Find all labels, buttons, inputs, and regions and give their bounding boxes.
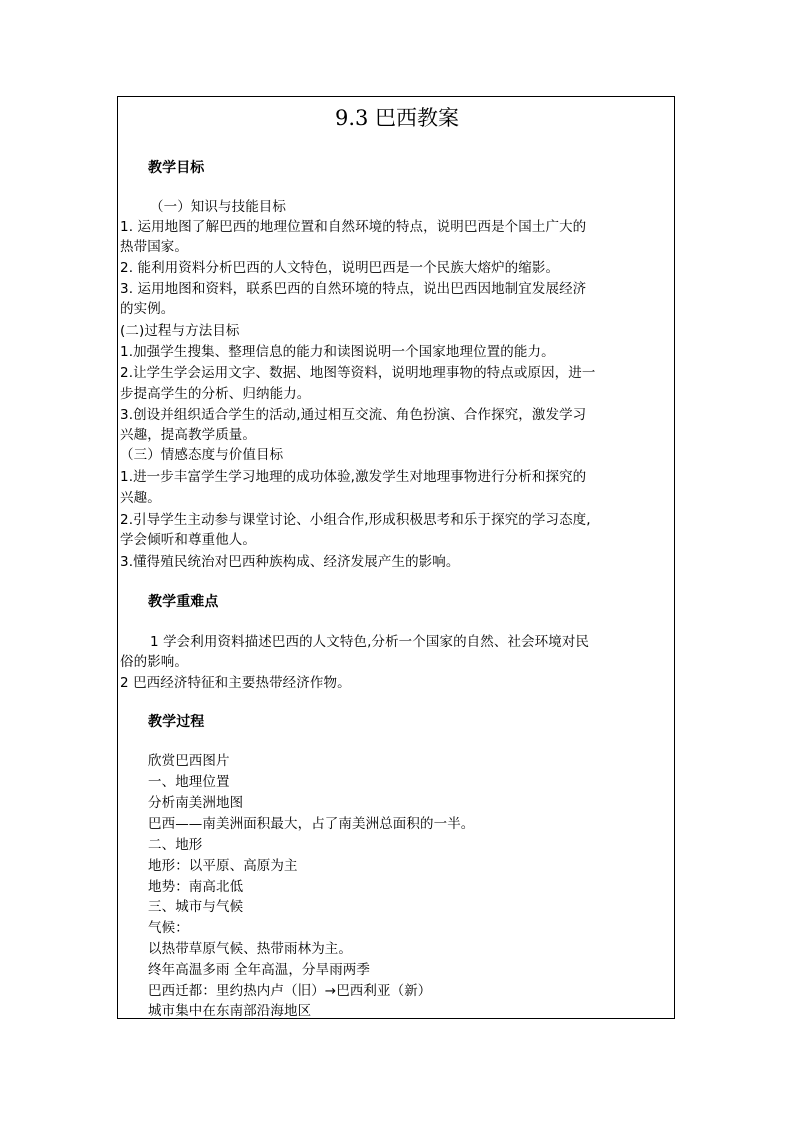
subheading-emotion: （三）情感态度与价值目标 <box>120 447 284 463</box>
page-title: 9.3 巴西教案 <box>334 106 460 130</box>
process-line: 地形：以平原、高原为主 <box>148 858 298 874</box>
process-line: 三、城市与气候 <box>148 899 244 915</box>
objective-line: 步提高学生的分析、归纳能力。 <box>120 386 311 402</box>
objective-line: 1.进一步丰富学生学习地理的成功体验,激发学生对地理事物进行分析和探究的 <box>120 469 587 485</box>
process-line: 巴西——南美洲面积最大，占了南美洲总面积的一半。 <box>148 816 475 832</box>
objective-line: 兴趣，提高教学质量。 <box>120 427 256 443</box>
objective-line: 3.创设并组织适合学生的活动,通过相互交流、角色扮演、合作探究，激发学习 <box>120 407 587 423</box>
process-line: 地势：南高北低 <box>148 879 244 895</box>
objective-line: 2.让学生学会运用文字、数据、地图等资料，说明地理事物的特点或原因，进一 <box>120 365 596 381</box>
process-line: 城市集中在东南部沿海地区 <box>148 1003 312 1019</box>
process-line: 欣赏巴西图片 <box>148 753 230 769</box>
keypoint-line: 2 巴西经济特征和主要热带经济作物。 <box>120 675 351 691</box>
objective-line: 兴趣。 <box>120 490 161 506</box>
process-line: 以热带草原气候、热带雨林为主。 <box>148 941 352 957</box>
process-line: 终年高温多雨 全年高温，分旱雨两季 <box>148 962 370 978</box>
section-heading-process: 教学过程 <box>148 714 205 730</box>
process-line: 气候： <box>148 920 189 936</box>
section-heading-keypoints: 教学重难点 <box>148 594 219 610</box>
objective-line: 2.引导学生主动参与课堂讨论、小组合作,形成积极思考和乐于探究的学习态度, <box>120 512 591 528</box>
process-line: 分析南美洲地图 <box>148 795 244 811</box>
keypoint-line: 俗的影响。 <box>120 654 188 670</box>
process-line: 巴西迁都：里约热内卢（旧）→巴西利亚（新） <box>148 983 432 999</box>
section-heading-objectives: 教学目标 <box>148 160 205 176</box>
process-line: 二、地形 <box>148 837 203 853</box>
objective-line: 3.懂得殖民统治对巴西种族构成、经济发展产生的影响。 <box>120 554 460 570</box>
objective-line: 学会倾听和尊重他人。 <box>120 532 256 548</box>
objective-line: 热带国家。 <box>120 239 188 255</box>
subheading-knowledge: （一）知识与技能目标 <box>150 199 286 215</box>
objective-line: 3. 运用地图和资料，联系巴西的自然环境的特点，说出巴西因地制宜发展经济 <box>120 281 587 297</box>
objective-line: 的实例。 <box>120 301 175 317</box>
process-line: 一、地理位置 <box>148 774 230 790</box>
objective-line: 2. 能利用资料分析巴西的人文特色，说明巴西是一个民族大熔炉的缩影。 <box>120 260 560 276</box>
objective-line: 1.加强学生搜集、整理信息的能力和读图说明一个国家地理位置的能力。 <box>120 344 555 360</box>
subheading-process: (二)过程与方法目标 <box>120 323 240 339</box>
objective-line: 1. 运用地图了解巴西的地理位置和自然环境的特点，说明巴西是个国土广大的 <box>120 219 587 235</box>
keypoint-line: 1 学会利用资料描述巴西的人文特色,分析一个国家的自然、社会环境对民 <box>150 634 590 650</box>
